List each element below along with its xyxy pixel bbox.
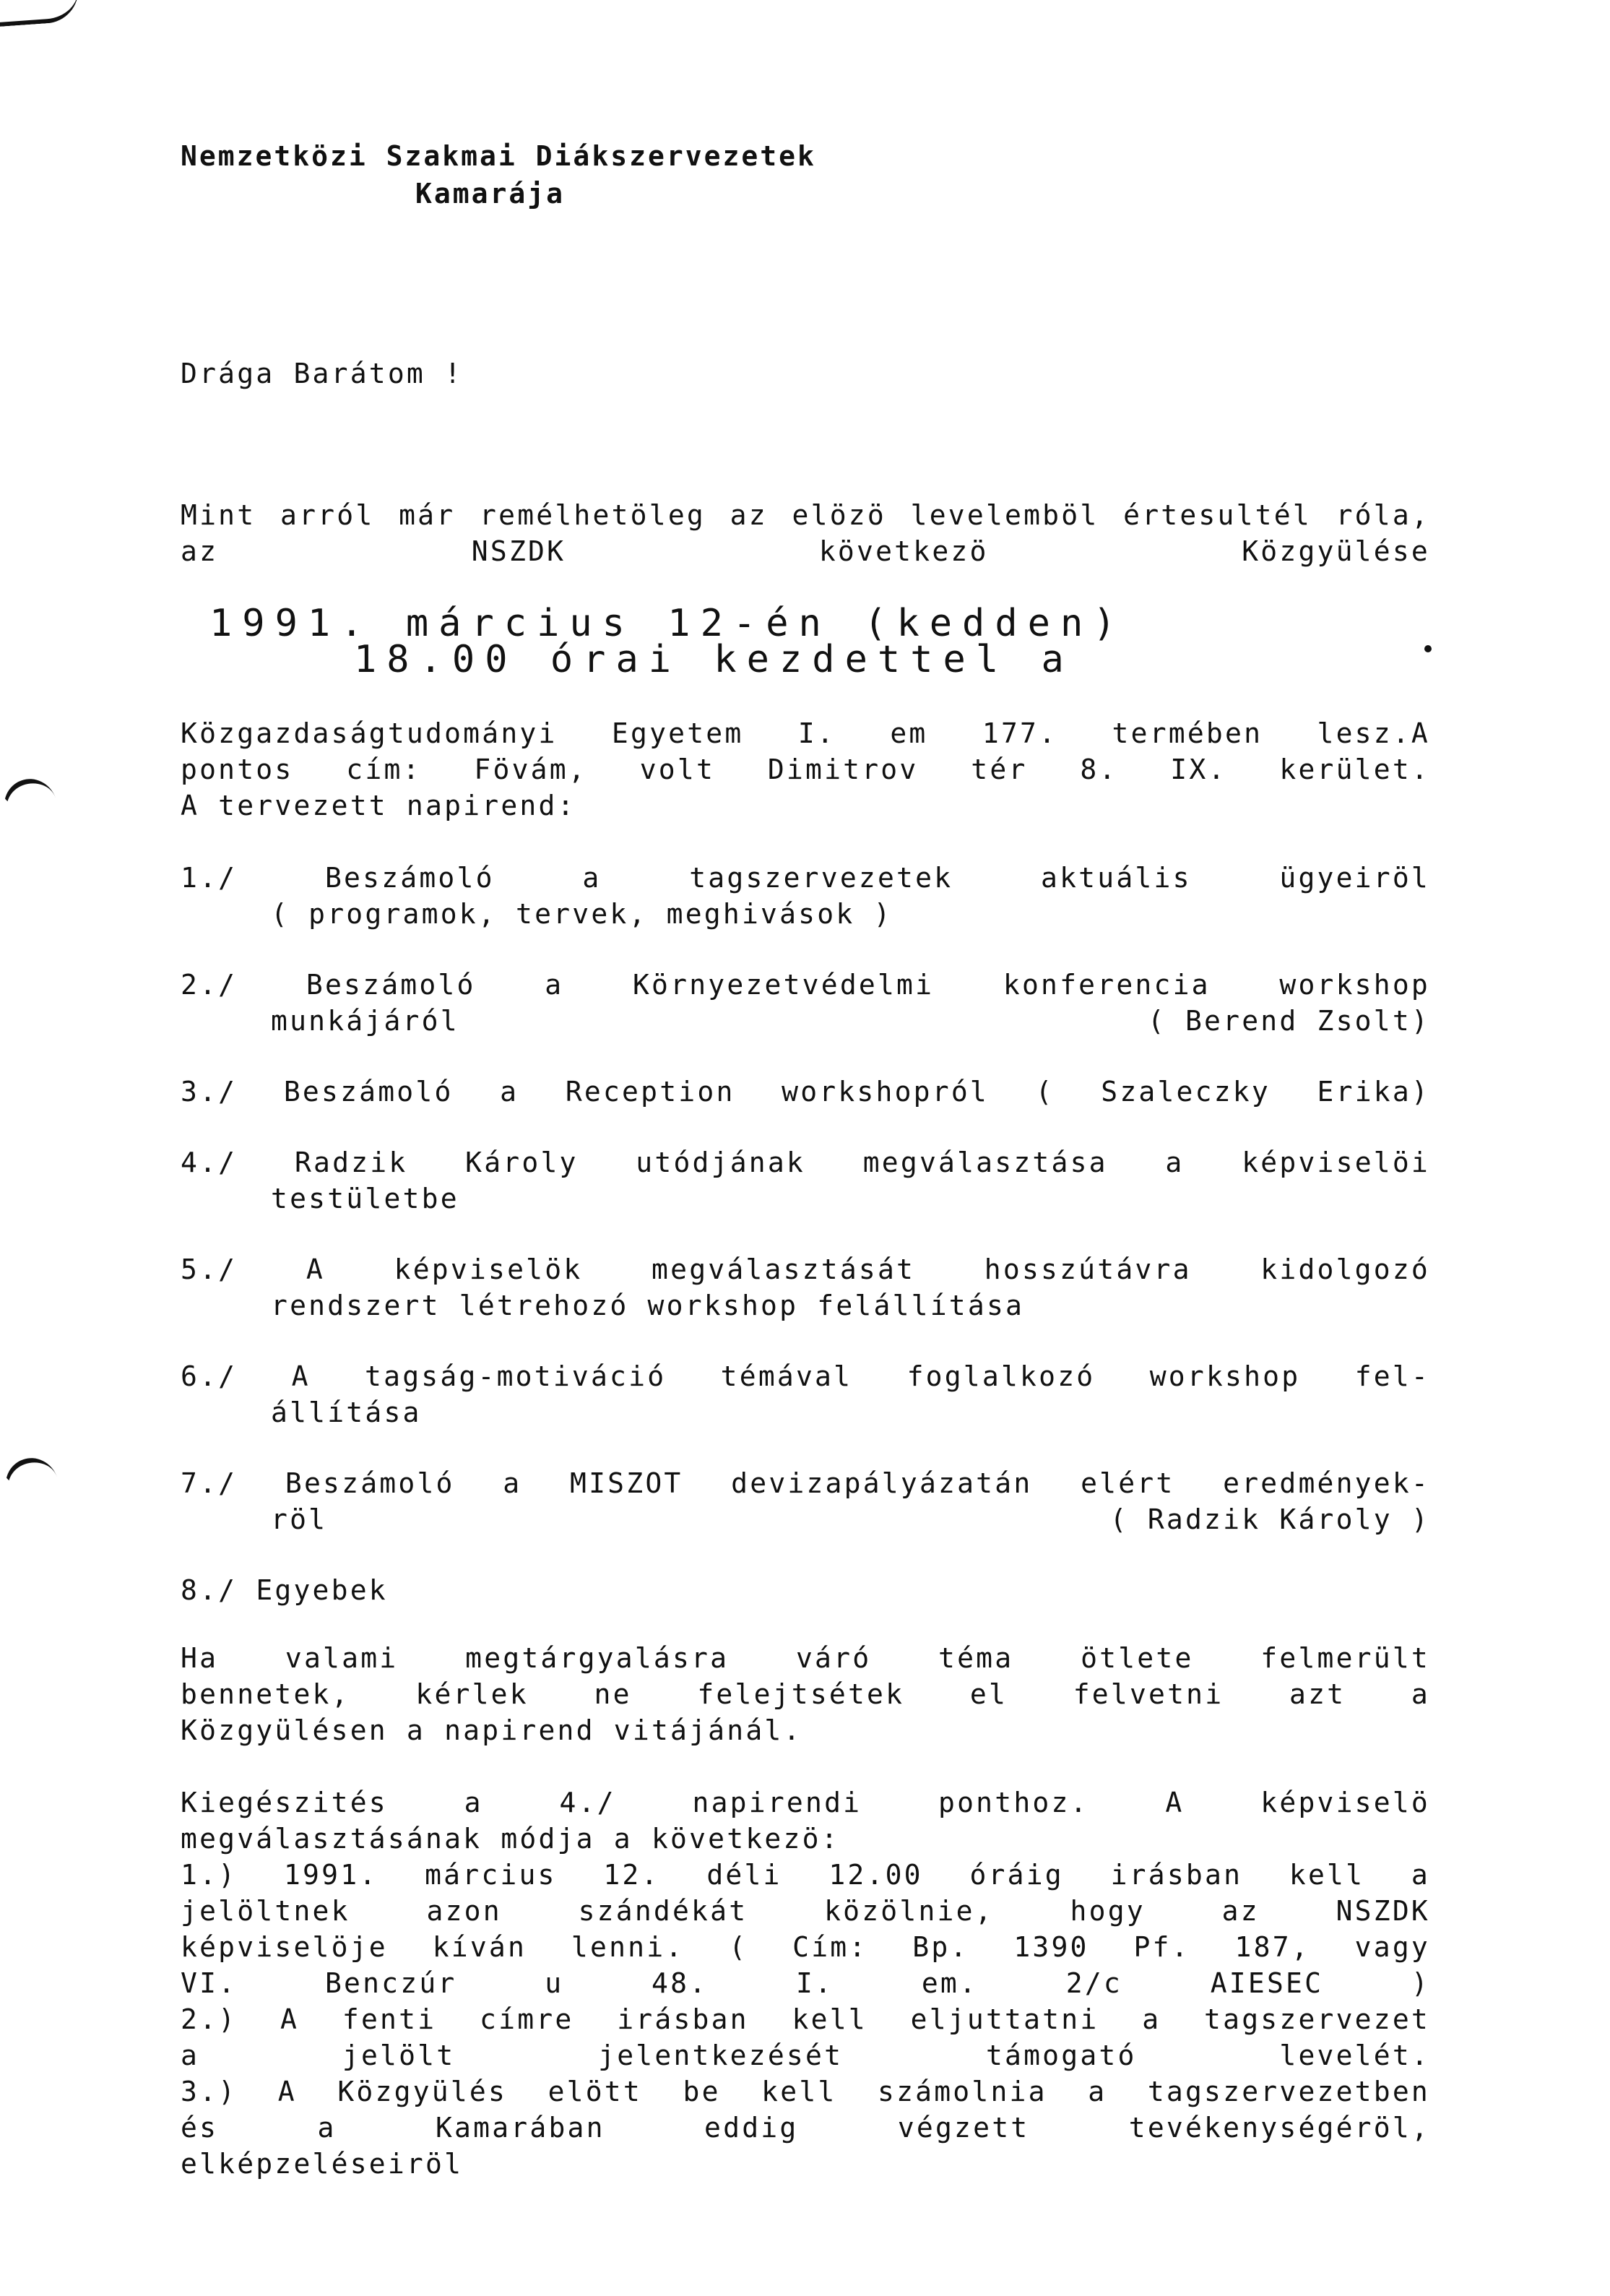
- closing-line: Közgyülésen a napirend vitájánál.: [181, 1714, 802, 1746]
- event-date: 1991. március 12-én (kedden): [209, 602, 1126, 645]
- supplement-line: jelöltnek azon szándékát közölnie, hogy az NSZDK: [181, 1895, 1430, 1927]
- agenda-item-text: Radzik Károly utódjának megválasztása a képviselöi: [294, 1147, 1431, 1178]
- venue-paragraph: [181, 715, 1430, 824]
- bullet-dot: [1424, 645, 1432, 652]
- letterhead-line-1: Nemzetközi Szakmai Diákszervezetek: [181, 140, 816, 172]
- venue-line: pontos cím: Fövám, volt Dimitrov tér 8. IX. kerület.: [181, 754, 1430, 785]
- agenda-item-presenter: ( Radzik Károly ): [1109, 1503, 1430, 1535]
- event-announcement: [209, 602, 1126, 681]
- agenda-item: [181, 1074, 1430, 1110]
- supplement-line: és a Kamarában eddig végzett tevékenységéröl,: [181, 2112, 1430, 2144]
- supplement-line: 3.) A Közgyülés elött be kell számolnia a tagszervezetben: [181, 2076, 1430, 2107]
- supplement-line: a jelölt jelentkezését támogató levelét.: [181, 2040, 1430, 2071]
- agenda-item-text: A tagság-motiváció témával foglalkozó workshop fel-: [291, 1360, 1431, 1392]
- agenda-item-number: 5./: [181, 1253, 238, 1285]
- corner-mark: [0, 0, 80, 28]
- agenda-item-presenter: ( Berend Zsolt): [1147, 1005, 1430, 1037]
- supplement-line: Kiegészités a 4./ napirendi ponthoz. A képviselö: [181, 1787, 1430, 1818]
- agenda-item: [181, 860, 1430, 932]
- punch-hole-mark: [0, 772, 65, 842]
- agenda-item: [181, 967, 1430, 1039]
- supplement-line: megválasztásának módja a következö:: [181, 1823, 840, 1855]
- agenda-item-number: 3./: [181, 1076, 238, 1108]
- supplement-line: 2.) A fenti címre irásban kell eljuttatni a tagszervezet: [181, 2003, 1430, 2035]
- punch-hole-mark: [0, 1451, 66, 1521]
- intro-paragraph: Mint arról már remélhetöleg az elözö levelemböl értesultél róla, az NSZDK következö Közgyülése: [181, 499, 1430, 567]
- agenda-item-text: Beszámoló a tagszervezetek aktuális ügyeiröl: [324, 862, 1430, 894]
- agenda-item-continuation: röl: [271, 1503, 328, 1535]
- closing-line: bennetek, kérlek ne felejtsétek el felvetni azt a: [181, 1678, 1430, 1710]
- agenda-item-number: 6./: [181, 1360, 238, 1392]
- agenda-item-text: Egyebek: [256, 1574, 388, 1606]
- agenda-item-number: 4./: [181, 1147, 238, 1178]
- agenda-item: [181, 1144, 1430, 1217]
- closing-line: Ha valami megtárgyalásra váró téma ötlete felmerült: [181, 1642, 1430, 1674]
- agenda-item-text: Beszámoló a Környezetvédelmi konferencia workshop: [306, 969, 1430, 1001]
- agenda-item-continuation: ( programok, tervek, meghivások ): [271, 898, 893, 930]
- agenda-item: [181, 1251, 1430, 1324]
- agenda-item-text: Beszámoló a Reception workshopról ( Szaleczky Erika): [283, 1076, 1431, 1108]
- agenda-item-text: Beszámoló a MISZOT devizapályázatán elért eredmények-: [285, 1467, 1430, 1499]
- supplement-line: 1.) 1991. március 12. déli 12.00 óráig irásban kell a: [181, 1859, 1430, 1891]
- venue-line: Közgazdaságtudományi Egyetem I. em 177. termében lesz.A: [181, 717, 1430, 749]
- agenda-item-continuation: munkájáról: [271, 1005, 459, 1037]
- greeting: Drága Barátom !: [181, 358, 464, 389]
- agenda-item-number: 7./: [181, 1467, 238, 1499]
- agenda-item-number: 1./: [181, 862, 238, 894]
- agenda-item-continuation: rendszert létrehozó workshop felállítása: [271, 1290, 1025, 1321]
- agenda-item-number: 2./: [181, 969, 238, 1001]
- letterhead-line-2: Kamarája: [415, 178, 566, 210]
- supplement-line: képviselöje kíván lenni. ( Cím: Bp. 1390 Pf. 187, vagy: [181, 1931, 1430, 1963]
- supplement-line: VI. Benczúr u 48. I. em. 2/c AIESEC ): [181, 1967, 1430, 1999]
- venue-line: A tervezett napirend:: [181, 790, 576, 821]
- supplement-line: elképzeléseiröl: [181, 2148, 464, 2180]
- agenda-item-number: 8./: [181, 1574, 238, 1606]
- agenda-item-continuation: állítása: [271, 1397, 422, 1428]
- closing-paragraph: [181, 1640, 1430, 1748]
- agenda-item-continuation: testületbe: [271, 1183, 459, 1214]
- agenda-item: [181, 1465, 1430, 1537]
- agenda-item: [181, 1358, 1430, 1430]
- letterhead: [181, 137, 816, 212]
- agenda-item-text: A képviselök megválasztását hosszútávra kidolgozó: [306, 1253, 1430, 1285]
- supplement-paragraph: [181, 1784, 1430, 2182]
- agenda-list: [181, 860, 1430, 1643]
- event-time: 18.00 órai kezdettel a: [354, 638, 1074, 681]
- agenda-item: [181, 1572, 1430, 1608]
